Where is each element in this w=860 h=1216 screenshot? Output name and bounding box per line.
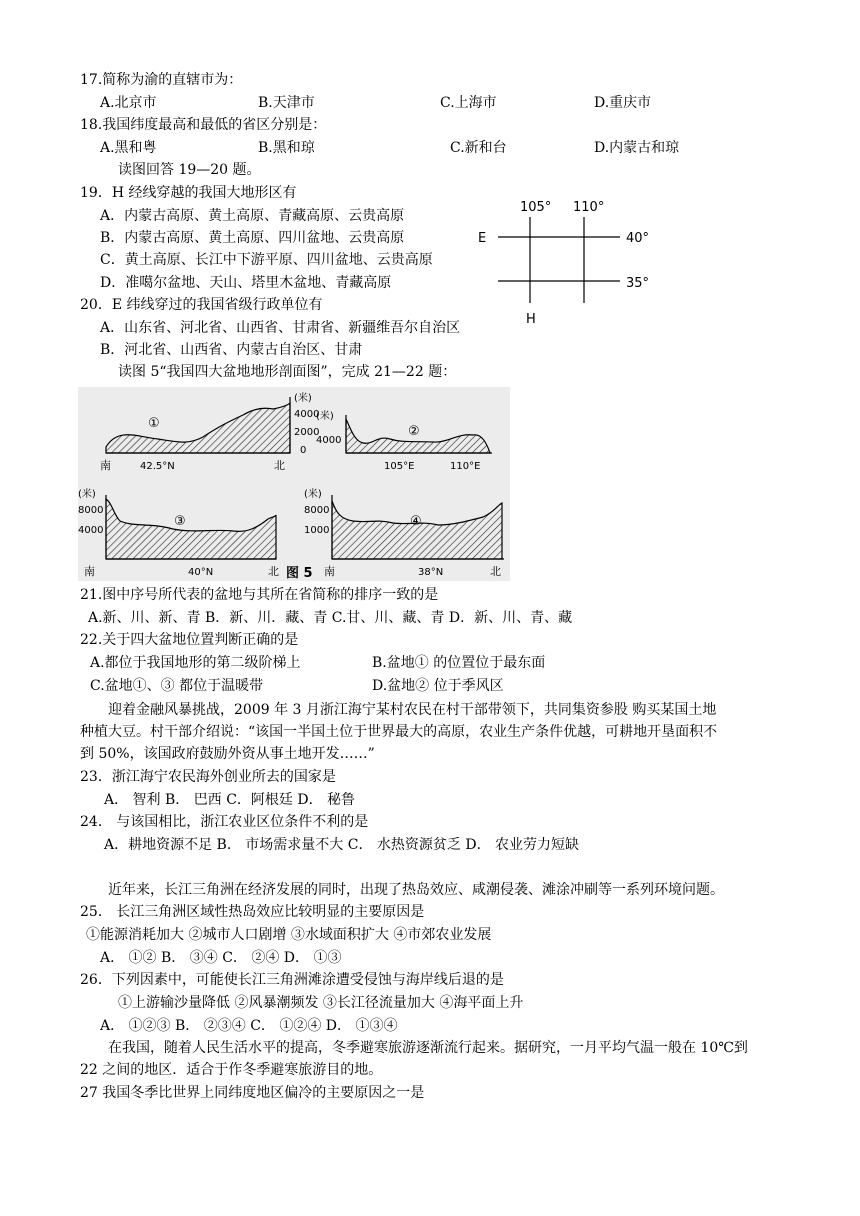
q24-options: A．耕地资源不足 B． 市场需求量不大 C． 水热资源贫乏 D． 农业劳力短缺 xyxy=(104,837,580,853)
q17-option-c: C.上海市 xyxy=(440,95,497,111)
q21-options: A.新、川、新、青 B．新、川．藏、青 C.甘、川、藏、青 D．新、川、青、藏 xyxy=(88,610,573,626)
passage-25: 近年来，长江三角洲在经济发展的同时，出现了热岛效应、咸潮侵袭、滩涂冲刷等一系列环境问题。 xyxy=(108,882,724,898)
profile-1-tick-4000: 4000 xyxy=(294,409,320,420)
profile-4-tick-1000: 1000 xyxy=(304,525,330,536)
q19-stem: 19．H 经线穿越的我国大地形区有 xyxy=(80,185,297,201)
q21-stem: 21.图中序号所代表的盆地与其所在省简称的排序一致的是 xyxy=(80,587,439,603)
q20-option-b: B．河北省、山西省、内蒙古自治区、甘肃 xyxy=(100,342,363,358)
passage-23-line-2: 种植大豆。村干部介绍说：“该国一半国土位于世界最大的高原，农业生产条件优越，可耕地开垦面积不 xyxy=(80,724,718,740)
profile-3-lat: 40°N xyxy=(188,567,214,578)
q19-option-a: A．内蒙古高原、黄土高原、青藏高原、云贵高原 xyxy=(100,208,405,224)
q19-option-b: B．内蒙古高原、黄土高原、四川盆地、云贵高原 xyxy=(100,230,405,246)
q22-option-d: D.盆地② 位于季风区 xyxy=(372,678,504,694)
q20-option-a: A．山东省、河北省、山西省、甘肃省、新疆维吾尔自治区 xyxy=(100,320,461,336)
profile-1-tick-2000: 2000 xyxy=(294,427,320,438)
profile-2-lon-110: 110°E xyxy=(450,461,481,472)
q26-options: A． ①②③ B． ②③④ C． ①②④ D． ①③④ xyxy=(100,1018,398,1034)
q22-stem: 22.关于四大盆地位置判断正确的是 xyxy=(80,632,299,648)
profile-4-unit: (米) xyxy=(304,489,322,500)
q22-option-c: C.盆地①、③ 都位于温暖带 xyxy=(90,678,264,694)
profile-2-lon-105: 105°E xyxy=(384,461,415,472)
profile-1-lat: 42.5°N xyxy=(140,461,175,472)
q18-option-c: C.新和台 xyxy=(450,140,507,156)
label-40: 40° xyxy=(626,231,650,246)
q27-stem: 27 我国冬季比世界上同纬度地区偏冷的主要原因之一是 xyxy=(80,1085,425,1101)
profile-4-number: ④ xyxy=(410,514,422,529)
profile-4-tick-8000: 8000 xyxy=(304,505,330,516)
q22-option-b: B.盆地① 的位置位于最东面 xyxy=(372,655,546,671)
passage-23-line-3: 到 50%，该国政府鼓励外资从事土地开发……” xyxy=(80,746,375,762)
profile-3-south: 南 xyxy=(84,565,95,578)
profile-2-unit: (米) xyxy=(316,411,334,422)
label-e: E xyxy=(478,231,487,246)
lat-lon-grid-figure xyxy=(470,195,670,330)
q18-option-a: A.黑和粤 xyxy=(100,140,157,156)
profile-4-lat: 38°N xyxy=(418,567,444,578)
profile-3-north: 北 xyxy=(268,565,279,578)
label-35: 35° xyxy=(626,276,650,291)
q23-stem: 23．浙江海宁农民海外创业所去的国家是 xyxy=(80,769,336,785)
q24-stem: 24． 与该国相比，浙江农业区位条件不利的是 xyxy=(80,814,369,830)
q22-option-a: A.都位于我国地形的第二级阶梯上 xyxy=(90,655,301,671)
label-h: H xyxy=(526,312,536,327)
profile-1-south: 南 xyxy=(100,459,111,472)
q26-stem: 26．下列因素中，可能使长江三角洲滩涂遭受侵蚀与海岸线后退的是 xyxy=(80,972,504,988)
label-105: 105° xyxy=(520,200,552,215)
passage-23-line-1: 迎着金融风暴挑战，2009 年 3 月浙江海宁某村农民在村干部带领下，共同集资参股 购买某国土地 xyxy=(108,702,717,718)
intro-19-20: 读图回答 19—20 题。 xyxy=(118,162,261,178)
q17-option-b: B.天津市 xyxy=(258,95,315,111)
q18-option-b: B.黑和琼 xyxy=(258,140,315,156)
q19-option-d: D．准噶尔盆地、天山、塔里木盆地、青藏高原 xyxy=(100,275,392,291)
q25-items: ①能源消耗加大 ②城市人口剧增 ③水域面积扩大 ④市郊农业发展 xyxy=(86,927,492,943)
label-110: 110° xyxy=(573,200,605,215)
q23-options: A． 智利 B． 巴西 C．阿根廷 D． 秘鲁 xyxy=(104,792,356,808)
profile-2-tick-4000: 4000 xyxy=(316,435,342,446)
profile-4-north: 北 xyxy=(490,565,501,578)
q20-stem: 20．E 纬线穿过的我国省级行政单位有 xyxy=(80,297,323,313)
profile-1-number: ① xyxy=(148,416,160,431)
profile-1-north: 北 xyxy=(274,459,285,472)
profile-2-number: ② xyxy=(408,424,420,439)
q18-option-d: D.内蒙古和琼 xyxy=(594,140,680,156)
passage-27-line-2: 22 之间的地区．适合于作冬季避寒旅游目的地。 xyxy=(80,1062,383,1078)
q25-options: A． ①② B． ③④ C． ②④ D． ①③ xyxy=(100,950,342,966)
profile-1-unit: (米) xyxy=(294,393,312,404)
profile-3-tick-4000: 4000 xyxy=(78,525,104,536)
profile-3-tick-8000: 8000 xyxy=(78,505,104,516)
q26-items: ①上游输沙量降低 ②风暴潮频发 ③长江径流量加大 ④海平面上升 xyxy=(118,995,524,1011)
q17-stem: 17.简称为渝的直辖市为： xyxy=(80,72,243,88)
q17-option-d: D.重庆市 xyxy=(594,95,652,111)
intro-21-22: 读图 5“我国四大盆地地形剖面图”，完成 21—22 题： xyxy=(118,364,457,380)
figure-caption: 图 5 xyxy=(286,566,313,581)
profile-4-south: 南 xyxy=(324,565,335,578)
q18-stem: 18.我国纬度最高和最低的省区分别是： xyxy=(80,117,327,133)
q17-option-a: A.北京市 xyxy=(100,95,157,111)
profile-3-unit: (米) xyxy=(78,489,96,500)
basin-profiles-figure xyxy=(78,387,510,581)
profile-1-tick-0: 0 xyxy=(300,445,307,456)
q19-option-c: C．黄土高原、长江中下游平原、四川盆地、云贵高原 xyxy=(100,252,433,268)
passage-27-line-1: 在我国，随着人民生活水平的提高，冬季避寒旅游逐渐流行起来。据研究，一月平均气温一般在 10℃到 xyxy=(108,1040,748,1056)
profile-3-number: ③ xyxy=(174,514,186,529)
q25-stem: 25． 长江三角洲区域性热岛效应比较明显的主要原因是 xyxy=(80,904,425,920)
